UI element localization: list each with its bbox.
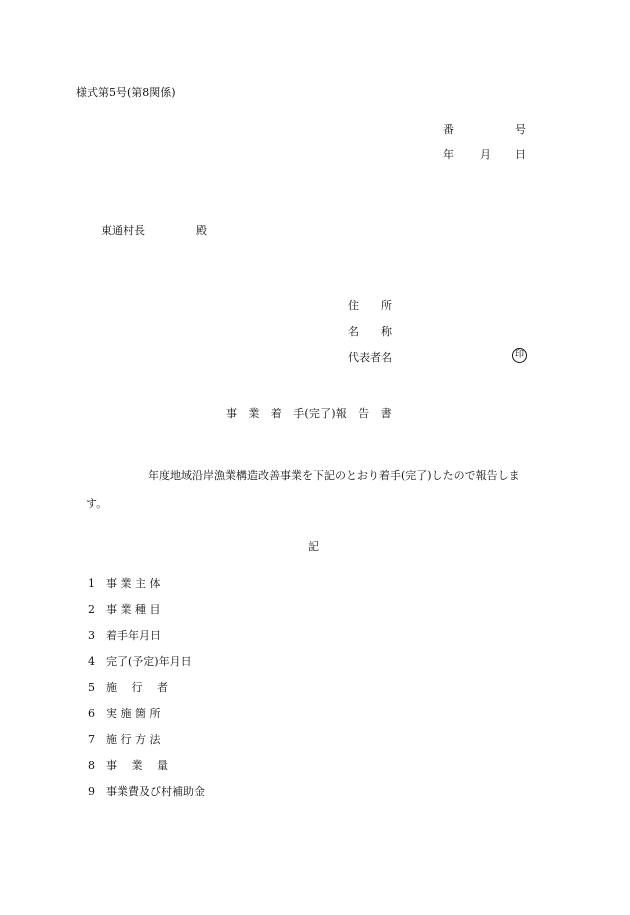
item-number: 1 (88, 577, 95, 590)
item-label: 実 施 箇 所 (106, 707, 161, 720)
item-label: 着手年月日 (106, 629, 161, 642)
item-number: 6 (88, 707, 95, 720)
item-label: 完了(予定)年月日 (106, 655, 192, 668)
item-label: 施 行 者 (106, 681, 168, 694)
list-item (88, 759, 205, 785)
document-title: 事 業 着 手(完了)報 告 書 (226, 407, 392, 420)
item-number: 7 (88, 733, 95, 746)
recipient-name: 東通村長 (101, 224, 145, 237)
item-label: 施 行 方 法 (106, 733, 161, 746)
date-month-label: 月 (480, 148, 491, 161)
date-year-label: 年 (443, 148, 454, 161)
list-item (88, 577, 205, 603)
item-number: 4 (88, 655, 95, 668)
item-number: 9 (88, 785, 95, 798)
ki-heading: 記 (308, 540, 319, 553)
list-item (88, 733, 205, 759)
list-item (88, 707, 205, 733)
item-number: 2 (88, 603, 95, 616)
item-label: 事 業 主 体 (106, 577, 161, 590)
list-item (88, 603, 205, 629)
item-label: 事 業 種 目 (106, 603, 161, 616)
address-label: 住 所 (348, 299, 392, 312)
body-text-line-1: 年度地域沿岸漁業構造改善事業を下記のとおり着手(完了)したので報告しま (148, 469, 520, 482)
seal-mark: 印 (512, 348, 527, 363)
representative-name-label: 代表者名 (348, 351, 392, 364)
body-text-line-2: す。 (86, 497, 108, 510)
list-item (88, 785, 205, 811)
document-number-suffix: 号 (515, 123, 526, 136)
list-item (88, 655, 205, 681)
date-day-label: 日 (515, 148, 526, 161)
list-item (88, 629, 205, 655)
item-number: 3 (88, 629, 95, 642)
list-item (88, 681, 205, 707)
organization-name-label: 名 称 (348, 325, 392, 338)
item-list (88, 577, 205, 811)
form-number-label: 様式第5号(第8関係) (76, 86, 176, 99)
item-number: 5 (88, 681, 95, 694)
document-number-label: 番 (443, 123, 454, 136)
item-label: 事業費及び村補助金 (106, 785, 205, 798)
recipient-honorific: 殿 (196, 224, 207, 237)
item-label: 事 業 量 (106, 759, 168, 772)
item-number: 8 (88, 759, 95, 772)
